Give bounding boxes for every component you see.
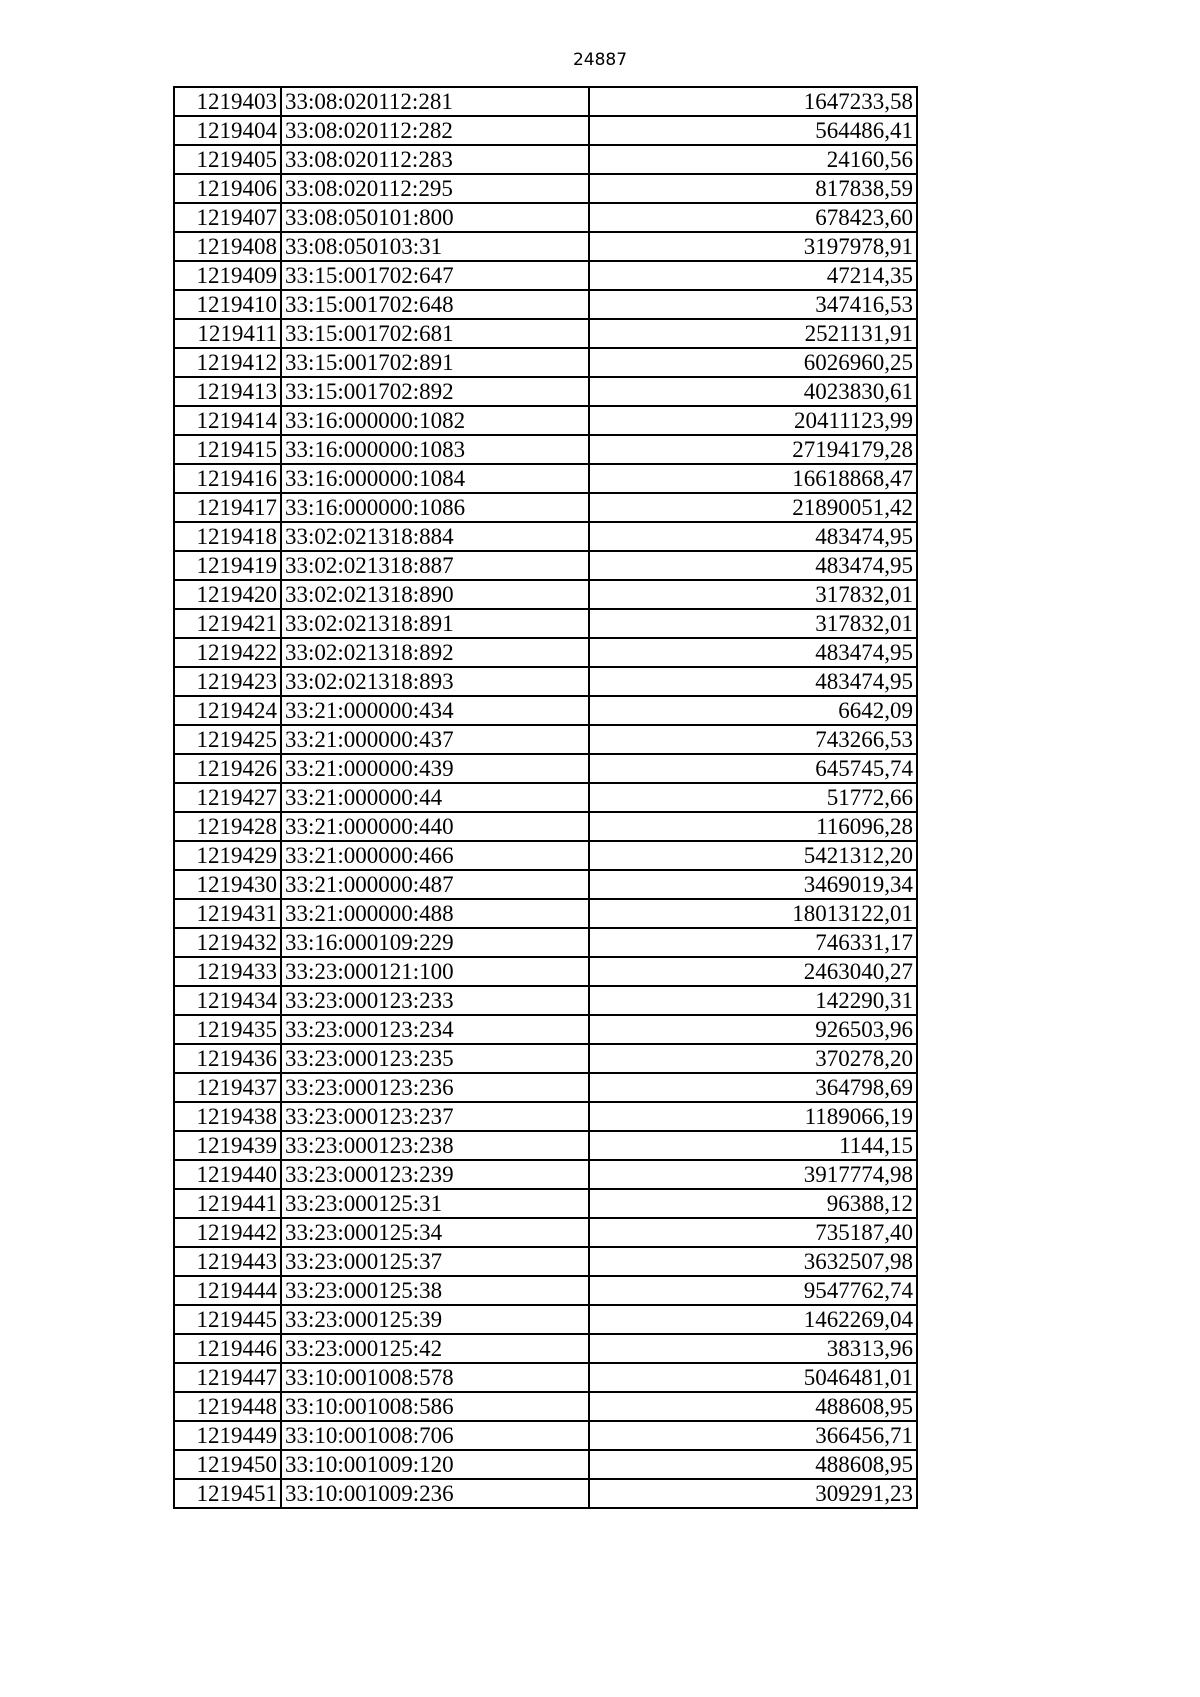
row-number-cell: 1219405 [174, 145, 281, 174]
table-row [174, 493, 917, 522]
cadastral-number-cell: 33:23:000123:235 [281, 1044, 589, 1073]
row-number-cell: 1219422 [174, 638, 281, 667]
cadastral-value-cell: 317832,01 [589, 580, 917, 609]
cadastral-number-cell: 33:10:001008:706 [281, 1421, 589, 1450]
cadastral-number-cell: 33:23:000123:238 [281, 1131, 589, 1160]
table-row [174, 464, 917, 493]
cadastral-number-cell: 33:02:021318:887 [281, 551, 589, 580]
table-row [174, 1479, 917, 1508]
table-row [174, 522, 917, 551]
table-row [174, 1305, 917, 1334]
row-number-cell: 1219408 [174, 232, 281, 261]
cadastral-number-cell: 33:15:001702:681 [281, 319, 589, 348]
row-number-cell: 1219427 [174, 783, 281, 812]
cadastral-number-cell: 33:21:000000:440 [281, 812, 589, 841]
row-number-cell: 1219418 [174, 522, 281, 551]
cadastral-value-cell: 9547762,74 [589, 1276, 917, 1305]
cadastral-number-cell: 33:23:000123:234 [281, 1015, 589, 1044]
row-number-cell: 1219417 [174, 493, 281, 522]
cadastral-number-cell: 33:23:000123:239 [281, 1160, 589, 1189]
cadastral-value-cell: 3197978,91 [589, 232, 917, 261]
row-number-cell: 1219433 [174, 957, 281, 986]
cadastral-number-cell: 33:16:000000:1082 [281, 406, 589, 435]
table-row [174, 290, 917, 319]
row-number-cell: 1219450 [174, 1450, 281, 1479]
cadastral-value-cell: 309291,23 [589, 1479, 917, 1508]
table-row [174, 783, 917, 812]
cadastral-value-cell: 743266,53 [589, 725, 917, 754]
table-row [174, 261, 917, 290]
cadastral-value-cell: 3469019,34 [589, 870, 917, 899]
table-row [174, 145, 917, 174]
table-row [174, 551, 917, 580]
table-row [174, 232, 917, 261]
row-number-cell: 1219443 [174, 1247, 281, 1276]
cadastral-value-cell: 16618868,47 [589, 464, 917, 493]
row-number-cell: 1219436 [174, 1044, 281, 1073]
cadastral-value-cell: 18013122,01 [589, 899, 917, 928]
table-row [174, 1015, 917, 1044]
row-number-cell: 1219423 [174, 667, 281, 696]
cadastral-value-cell: 317832,01 [589, 609, 917, 638]
cadastral-value-cell: 735187,40 [589, 1218, 917, 1247]
cadastral-value-cell: 483474,95 [589, 522, 917, 551]
row-number-cell: 1219419 [174, 551, 281, 580]
cadastral-value-cell: 6026960,25 [589, 348, 917, 377]
cadastral-number-cell: 33:23:000123:237 [281, 1102, 589, 1131]
cadastral-number-cell: 33:21:000000:487 [281, 870, 589, 899]
cadastral-value-cell: 6642,09 [589, 696, 917, 725]
table-row [174, 1189, 917, 1218]
cadastral-number-cell: 33:08:050103:31 [281, 232, 589, 261]
table-row [174, 348, 917, 377]
table-row [174, 870, 917, 899]
cadastral-number-cell: 33:10:001008:578 [281, 1363, 589, 1392]
row-number-cell: 1219441 [174, 1189, 281, 1218]
cadastral-number-cell: 33:02:021318:892 [281, 638, 589, 667]
row-number-cell: 1219435 [174, 1015, 281, 1044]
cadastral-number-cell: 33:16:000000:1086 [281, 493, 589, 522]
table-row [174, 1102, 917, 1131]
table-row [174, 1392, 917, 1421]
row-number-cell: 1219430 [174, 870, 281, 899]
table-row [174, 1218, 917, 1247]
cadastral-number-cell: 33:08:020112:295 [281, 174, 589, 203]
row-number-cell: 1219439 [174, 1131, 281, 1160]
cadastral-value-cell: 347416,53 [589, 290, 917, 319]
table-row [174, 1247, 917, 1276]
cadastral-value-cell: 483474,95 [589, 667, 917, 696]
cadastral-number-cell: 33:10:001009:120 [281, 1450, 589, 1479]
row-number-cell: 1219438 [174, 1102, 281, 1131]
table-row [174, 1276, 917, 1305]
cadastral-number-cell: 33:15:001702:648 [281, 290, 589, 319]
table-row [174, 1334, 917, 1363]
cadastral-value-cell: 746331,17 [589, 928, 917, 957]
table-row [174, 667, 917, 696]
row-number-cell: 1219413 [174, 377, 281, 406]
table-row [174, 1160, 917, 1189]
table-row [174, 377, 917, 406]
row-number-cell: 1219420 [174, 580, 281, 609]
row-number-cell: 1219403 [174, 87, 281, 116]
table-row [174, 87, 917, 116]
table-row [174, 203, 917, 232]
table-row [174, 696, 917, 725]
cadastral-value-cell: 1189066,19 [589, 1102, 917, 1131]
table-row [174, 986, 917, 1015]
table-row [174, 116, 917, 145]
cadastral-value-cell: 370278,20 [589, 1044, 917, 1073]
cadastral-number-cell: 33:21:000000:488 [281, 899, 589, 928]
row-number-cell: 1219409 [174, 261, 281, 290]
cadastral-value-cell: 364798,69 [589, 1073, 917, 1102]
cadastral-number-cell: 33:10:001008:586 [281, 1392, 589, 1421]
cadastral-number-cell: 33:08:050101:800 [281, 203, 589, 232]
table-row [174, 1044, 917, 1073]
cadastral-value-cell: 1647233,58 [589, 87, 917, 116]
row-number-cell: 1219449 [174, 1421, 281, 1450]
cadastral-value-cell: 488608,95 [589, 1450, 917, 1479]
cadastral-number-cell: 33:15:001702:892 [281, 377, 589, 406]
cadastral-number-cell: 33:15:001702:647 [281, 261, 589, 290]
row-number-cell: 1219446 [174, 1334, 281, 1363]
cadastral-value-cell: 116096,28 [589, 812, 917, 841]
cadastral-value-cell: 678423,60 [589, 203, 917, 232]
cadastral-value-table [173, 86, 918, 1509]
table-row [174, 928, 917, 957]
cadastral-value-cell: 2463040,27 [589, 957, 917, 986]
table-row [174, 406, 917, 435]
cadastral-number-cell: 33:21:000000:439 [281, 754, 589, 783]
row-number-cell: 1219444 [174, 1276, 281, 1305]
table-row [174, 319, 917, 348]
cadastral-number-cell: 33:16:000109:229 [281, 928, 589, 957]
cadastral-value-cell: 51772,66 [589, 783, 917, 812]
cadastral-value-cell: 24160,56 [589, 145, 917, 174]
cadastral-number-cell: 33:23:000125:31 [281, 1189, 589, 1218]
cadastral-value-cell: 817838,59 [589, 174, 917, 203]
row-number-cell: 1219406 [174, 174, 281, 203]
cadastral-number-cell: 33:21:000000:44 [281, 783, 589, 812]
table-row [174, 841, 917, 870]
table-row [174, 580, 917, 609]
cadastral-number-cell: 33:02:021318:890 [281, 580, 589, 609]
cadastral-value-cell: 21890051,42 [589, 493, 917, 522]
row-number-cell: 1219412 [174, 348, 281, 377]
cadastral-value-cell: 4023830,61 [589, 377, 917, 406]
cadastral-number-cell: 33:23:000121:100 [281, 957, 589, 986]
row-number-cell: 1219440 [174, 1160, 281, 1189]
row-number-cell: 1219432 [174, 928, 281, 957]
cadastral-number-cell: 33:16:000000:1083 [281, 435, 589, 464]
cadastral-value-cell: 47214,35 [589, 261, 917, 290]
cadastral-value-cell: 38313,96 [589, 1334, 917, 1363]
cadastral-number-cell: 33:02:021318:891 [281, 609, 589, 638]
row-number-cell: 1219426 [174, 754, 281, 783]
table-row [174, 899, 917, 928]
row-number-cell: 1219447 [174, 1363, 281, 1392]
row-number-cell: 1219415 [174, 435, 281, 464]
cadastral-value-cell: 645745,74 [589, 754, 917, 783]
cadastral-value-cell: 483474,95 [589, 551, 917, 580]
row-number-cell: 1219431 [174, 899, 281, 928]
cadastral-number-cell: 33:23:000125:34 [281, 1218, 589, 1247]
table-row [174, 1131, 917, 1160]
cadastral-value-cell: 564486,41 [589, 116, 917, 145]
cadastral-number-cell: 33:23:000123:233 [281, 986, 589, 1015]
table-row [174, 1363, 917, 1392]
row-number-cell: 1219428 [174, 812, 281, 841]
cadastral-value-cell: 483474,95 [589, 638, 917, 667]
cadastral-value-cell: 142290,31 [589, 986, 917, 1015]
table-row [174, 174, 917, 203]
cadastral-value-cell: 27194179,28 [589, 435, 917, 464]
table-row [174, 609, 917, 638]
row-number-cell: 1219421 [174, 609, 281, 638]
cadastral-number-cell: 33:08:020112:283 [281, 145, 589, 174]
cadastral-number-cell: 33:23:000125:38 [281, 1276, 589, 1305]
cadastral-number-cell: 33:02:021318:884 [281, 522, 589, 551]
cadastral-number-cell: 33:08:020112:282 [281, 116, 589, 145]
row-number-cell: 1219429 [174, 841, 281, 870]
cadastral-value-cell: 488608,95 [589, 1392, 917, 1421]
cadastral-number-cell: 33:02:021318:893 [281, 667, 589, 696]
row-number-cell: 1219425 [174, 725, 281, 754]
cadastral-value-cell: 96388,12 [589, 1189, 917, 1218]
cadastral-number-cell: 33:15:001702:891 [281, 348, 589, 377]
cadastral-value-cell: 1144,15 [589, 1131, 917, 1160]
table-body [174, 87, 917, 1508]
row-number-cell: 1219407 [174, 203, 281, 232]
cadastral-value-cell: 20411123,99 [589, 406, 917, 435]
cadastral-number-cell: 33:08:020112:281 [281, 87, 589, 116]
cadastral-value-cell: 5046481,01 [589, 1363, 917, 1392]
row-number-cell: 1219448 [174, 1392, 281, 1421]
row-number-cell: 1219434 [174, 986, 281, 1015]
row-number-cell: 1219410 [174, 290, 281, 319]
cadastral-number-cell: 33:16:000000:1084 [281, 464, 589, 493]
table-row [174, 1450, 917, 1479]
row-number-cell: 1219414 [174, 406, 281, 435]
row-number-cell: 1219442 [174, 1218, 281, 1247]
row-number-cell: 1219437 [174, 1073, 281, 1102]
table-row [174, 435, 917, 464]
cadastral-value-cell: 3917774,98 [589, 1160, 917, 1189]
cadastral-value-cell: 926503,96 [589, 1015, 917, 1044]
row-number-cell: 1219411 [174, 319, 281, 348]
cadastral-value-cell: 5421312,20 [589, 841, 917, 870]
cadastral-number-cell: 33:10:001009:236 [281, 1479, 589, 1508]
cadastral-number-cell: 33:23:000125:42 [281, 1334, 589, 1363]
page-number: 24887 [572, 50, 628, 70]
table-row [174, 1421, 917, 1450]
cadastral-value-cell: 366456,71 [589, 1421, 917, 1450]
cadastral-value-cell: 2521131,91 [589, 319, 917, 348]
row-number-cell: 1219424 [174, 696, 281, 725]
table-row [174, 812, 917, 841]
row-number-cell: 1219404 [174, 116, 281, 145]
cadastral-value-cell: 1462269,04 [589, 1305, 917, 1334]
cadastral-number-cell: 33:23:000123:236 [281, 1073, 589, 1102]
cadastral-number-cell: 33:21:000000:466 [281, 841, 589, 870]
row-number-cell: 1219416 [174, 464, 281, 493]
cadastral-value-cell: 3632507,98 [589, 1247, 917, 1276]
cadastral-number-cell: 33:21:000000:437 [281, 725, 589, 754]
table-row [174, 957, 917, 986]
row-number-cell: 1219451 [174, 1479, 281, 1508]
table-row [174, 725, 917, 754]
table-row [174, 754, 917, 783]
cadastral-number-cell: 33:21:000000:434 [281, 696, 589, 725]
cadastral-number-cell: 33:23:000125:39 [281, 1305, 589, 1334]
table-row [174, 638, 917, 667]
cadastral-number-cell: 33:23:000125:37 [281, 1247, 589, 1276]
row-number-cell: 1219445 [174, 1305, 281, 1334]
table-row [174, 1073, 917, 1102]
